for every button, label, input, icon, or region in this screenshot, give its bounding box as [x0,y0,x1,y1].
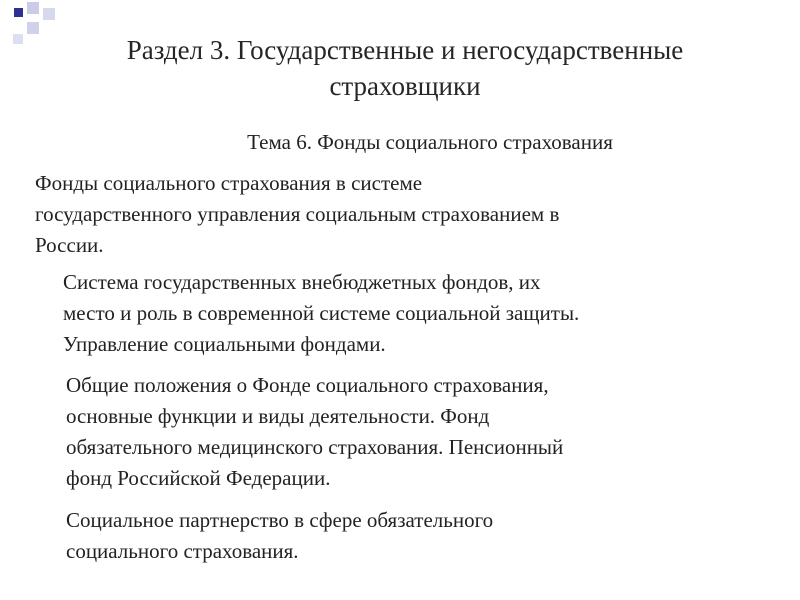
paragraph-line: социального страхования. [66,539,299,563]
decor-square-light [27,22,39,34]
topic-heading: Тема 6. Фонды социального страхования [247,130,613,154]
paragraph-line: Система государственных внебюджетных фондов, их [63,270,541,294]
decor-square-light [43,8,55,20]
paragraph-line: Общие положения о Фонде социального страхования, [66,373,549,397]
slide-title-line: Раздел 3. Государственные и негосударственные [126,35,684,65]
paragraph-state-funds [63,267,579,360]
decor-square-light [27,2,39,14]
slide-title [40,32,770,104]
paragraph-social-partnership [66,505,493,567]
paragraph-line: Управление социальными фондами. [63,332,386,356]
decor-square-dark [14,8,23,17]
paragraph-line: место и роль в современной системе социальной защиты. [63,301,580,325]
paragraph-line: государственного управления социальным страхованием в [35,202,560,226]
slide-title-line: страховщики [329,71,481,101]
paragraph-line: Социальное партнерство в сфере обязательного [66,508,494,532]
paragraph-line: основные функции и виды деятельности. Фонд [66,404,490,428]
paragraph-social-funds [35,168,559,261]
paragraph-line: России. [35,233,104,257]
paragraph-line: обязательного медицинского страхования. Пенсионный [66,435,564,459]
paragraph-line: фонд Российской Федерации. [66,466,331,490]
paragraph-line: Фонды социального страхования в системе [35,171,423,195]
decor-square-light [13,34,23,44]
paragraph-fund-provisions [66,370,563,494]
